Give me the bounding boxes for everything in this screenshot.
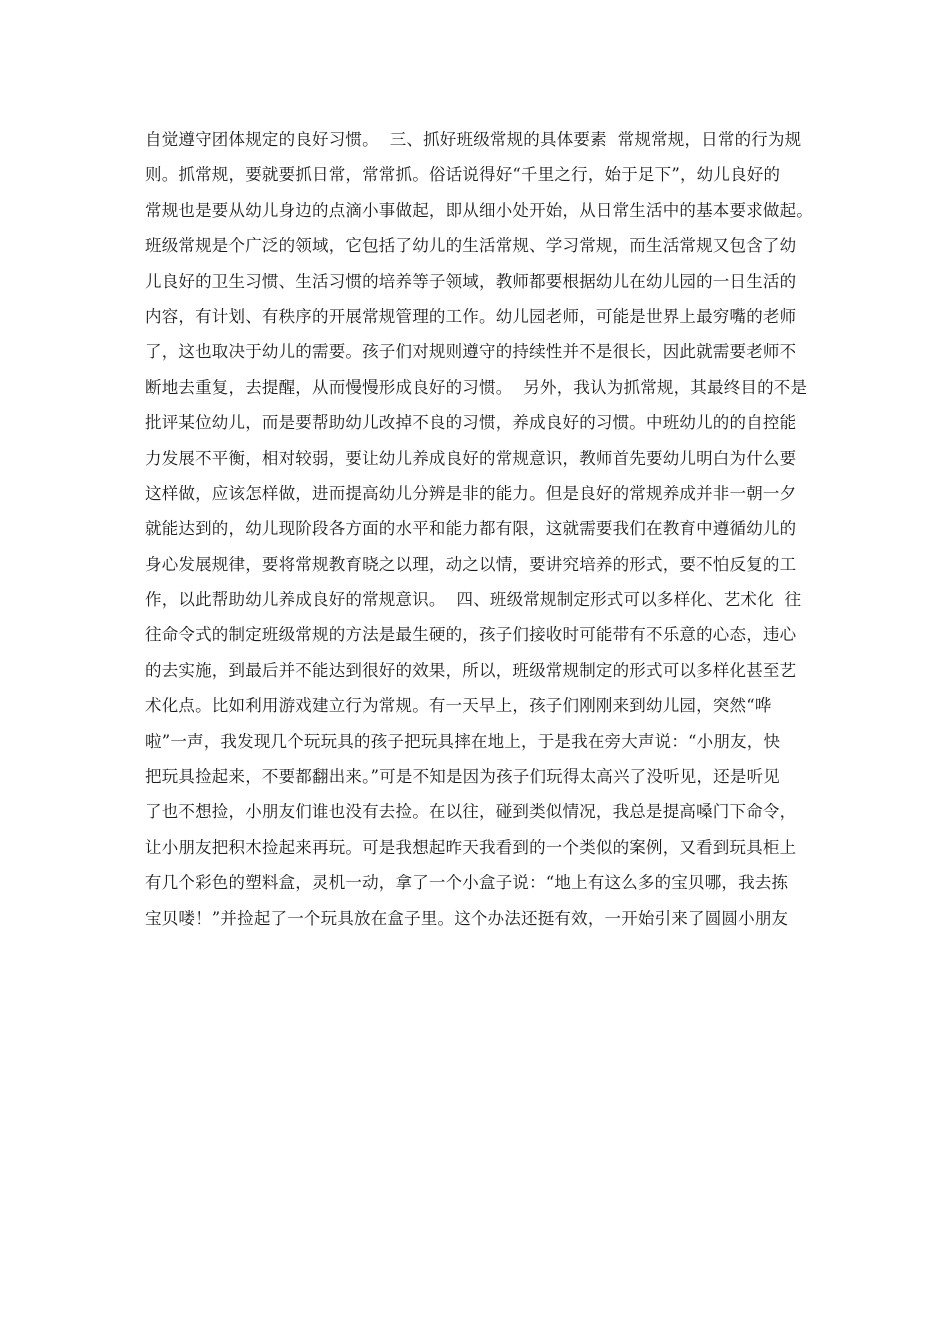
- text-line: 的去实施，到最后并不能达到很好的效果，所以，班级常规制定的形式可以多样化甚至艺: [145, 660, 797, 680]
- text-line: 就能达到的，幼儿现阶段各方面的水平和能力都有限，这就需要我们在教育中遵循幼儿的: [145, 519, 797, 539]
- text-line: 内容，有计划、有秩序的开展常规管理的工作。幼儿园老师，可能是世界上最穷嘴的老师: [145, 306, 797, 326]
- text-line: 了也不想捡，小朋友们谁也没有去捡。在以往，碰到类似情况，我总是提高嗓门下命令，: [145, 802, 797, 822]
- text-line: 则。抓常规，要就要抓日常，常常抓。俗话说得好“千里之行，始于足下”，幼儿良好的: [145, 165, 781, 185]
- body-text: [145, 122, 815, 936]
- text-line: 批评某位幼儿，而是要帮助幼儿改掉不良的习惯，养成良好的习惯。中班幼儿的的自控能: [145, 413, 797, 433]
- text-line: 力发展不平衡，相对较弱，要让幼儿养成良好的常规意识，教师首先要幼儿明白为什么要: [145, 448, 797, 468]
- text-line: 这样做，应该怎样做，进而提高幼儿分辨是非的能力。但是良好的常规养成并非一朝一夕: [145, 483, 797, 503]
- text-line: 有几个彩色的塑料盒，灵机一动，拿了一个小盒子说：“地上有这么多的宝贝哪，我去拣: [145, 873, 789, 893]
- text-line: 啦”一声，我发现几个玩玩具的孩子把玩具摔在地上，于是我在旁大声说：“小朋友，快: [145, 731, 781, 751]
- text-line: 身心发展规律，要将常规教育晓之以理，动之以情，要讲究培养的形式，要不怕反复的工: [145, 554, 797, 574]
- text-line: 作，以此帮助幼儿养成良好的常规意识。 四、班级常规制定形式可以多样化、艺术化 往: [145, 590, 802, 610]
- text-line: 把玩具捡起来，不要都翻出来。”可是不知是因为孩子们玩得太高兴了没听见，还是听见: [145, 767, 780, 787]
- text-line: 断地去重复，去提醒，从而慢慢形成良好的习惯。 另外，我认为抓常规，其最终目的不是: [145, 377, 808, 397]
- text-line: 常规也是要从幼儿身边的点滴小事做起，即从细小处开始，从日常生活中的基本要求做起。: [145, 200, 813, 220]
- text-line: 了，这也取决于幼儿的需要。孩子们对规则遵守的持续性并不是很长，因此就需要老师不: [145, 342, 797, 362]
- text-line: 术化点。比如利用游戏建立行为常规。有一天早上，孩子们刚刚来到幼儿园，突然“哗: [145, 696, 772, 716]
- text-line: 儿良好的卫生习惯、生活习惯的培养等子领域，教师都要根据幼儿在幼儿园的一日生活的: [145, 271, 797, 291]
- text-line: 班级常规是个广泛的领域，它包括了幼儿的生活常规、学习常规，而生活常规又包含了幼: [145, 236, 797, 256]
- text-line: 往命令式的制定班级常规的方法是最生硬的，孩子们接收时可能带有不乐意的心态，违心: [145, 625, 797, 645]
- text-line: 让小朋友把积木捡起来再玩。可是我想起昨天我看到的一个类似的案例，又看到玩具柜上: [145, 837, 797, 857]
- text-line: 宝贝喽！”并捡起了一个玩具放在盒子里。这个办法还挺有效，一开始引来了圆圆小朋友: [145, 908, 789, 928]
- text-line: 自觉遵守团体规定的良好习惯。 三、抓好班级常规的具体要素 常规常规，日常的行为规: [145, 130, 802, 149]
